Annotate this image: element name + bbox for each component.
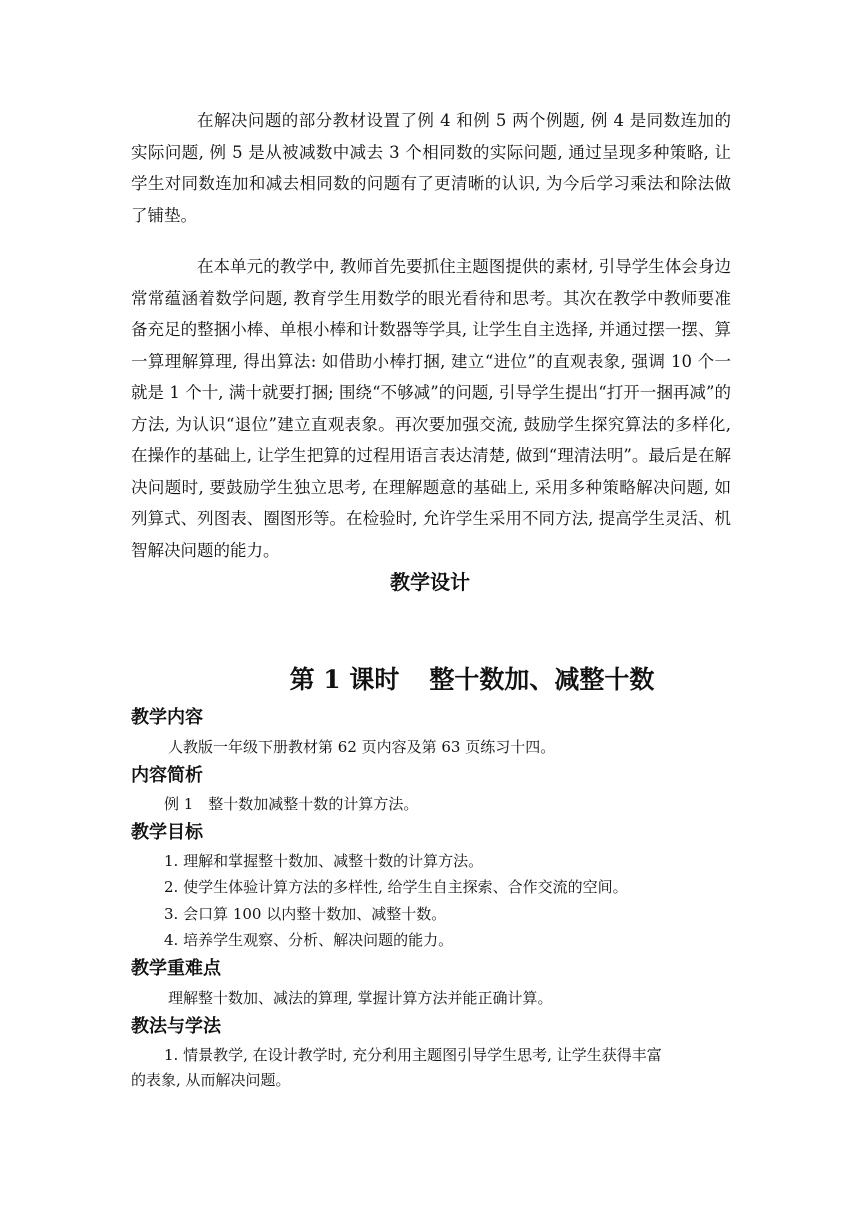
intro-paragraph-2: 在本单元的教学中, 教师首先要抓住主题图提供的素材, 引导学生体会身边常常蕴涵着数学问题, 教育学生用数学的眼光看待和思考。其次在教学中教师要准备充足的整捆小棒、单根小棒和计数器等学具, 让学生自主选择, 并通过摆一摆、算一算理解算理, 得出算法: 如借助小棒打捆, 建立“进位”的直观表象, 强调 10 个一就是 1 个十, 满十就要打捆; 围绕“不够减”的问题, 引导学生提出“打开一捆再减”的方法, 为认识“退位”建立直观表象。再次要加强交流, 鼓励学生探究算法的多样化, 在操作的基础上, 让学生把算的过程用语言表达清楚, 做到“理清法明”。最后是在解决问题时, 要鼓励学生独立思考, 在理解题意的基础上, 采用多种策略解决问题, 如列算式、列图表、圈图形等。在检验时, 允许学生采用不同方法, 提高学生灵活、机智解决问题的能力。 [131, 257, 731, 560]
lesson-title [42, 660, 860, 696]
section-heading-goals: 教学目标 [131, 822, 203, 843]
design-title: 教学设计 [390, 570, 470, 594]
section-heading-content: 教学内容 [131, 707, 203, 728]
section-heading-analysis: 内容简析 [131, 765, 203, 786]
lesson-topic: 整十数加、减整十数 [429, 665, 655, 694]
section-heading-methods: 教法与学法 [131, 1016, 221, 1037]
goal-item-4: 4. 培养学生观察、分析、解决问题的能力。 [164, 931, 454, 949]
section-text-analysis: 例 1 整十数加减整十数的计算方法。 [164, 795, 419, 813]
intro-paragraph-1: 在解决问题的部分教材设置了例 4 和例 5 两个例题, 例 4 是同数连加的实际问题, 例 5 是从被减数中减去 3 个相同数的实际问题, 通过呈现多种策略, 让学生对同数连加和减去相同数的问题有了更清晰的认识, 为今后学习乘法和除法做了铺垫。 [131, 111, 731, 225]
section-text-content: 人教版一年级下册教材第 62 页内容及第 63 页练习十四。 [168, 738, 556, 756]
method-item-1-line-1: 1. 情景教学, 在设计教学时, 充分利用主题图引导学生思考, 让学生获得丰富 [164, 1046, 662, 1064]
goal-item-1: 1. 理解和掌握整十数加、减整十数的计算方法。 [164, 852, 484, 870]
section-text-key-points: 理解整十数加、减法的算理, 掌握计算方法并能正确计算。 [168, 989, 553, 1007]
lesson-number: 第 1 课时 [289, 665, 400, 694]
goal-item-3: 3. 会口算 100 以内整十数加、减整十数。 [164, 905, 447, 923]
goal-item-2: 2. 使学生体验计算方法的多样性, 给学生自主探索、合作交流的空间。 [164, 878, 628, 896]
method-item-1-line-2: 的表象, 从而解决问题。 [131, 1071, 291, 1089]
section-heading-key-points: 教学重难点 [131, 958, 221, 979]
